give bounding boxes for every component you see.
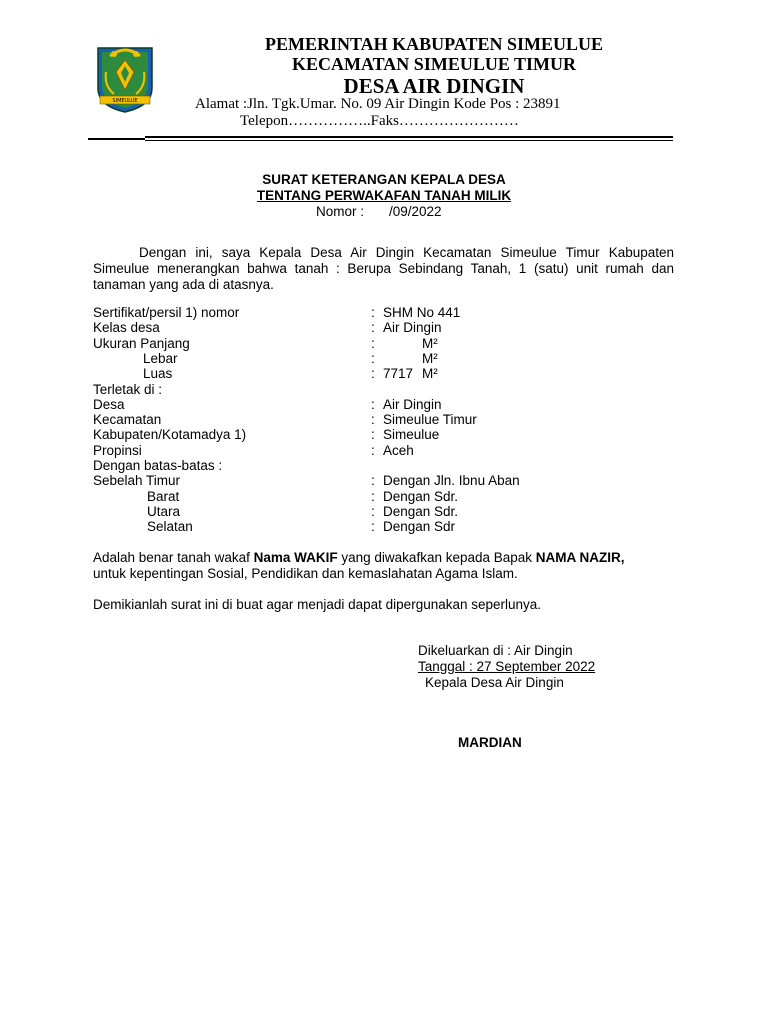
statement-part2: yang diwakafkan kepada Bapak [337,550,536,565]
closing-paragraph: Demikianlah surat ini di buat agar menjadi dapat dipergunakan seperlunya. [93,597,542,612]
field-label: Utara [147,503,181,519]
field-colon: : [371,350,375,366]
document-title: SURAT KETERANGAN KEPALA DESA [262,172,506,187]
statement-part3: untuk kepentingan Sosial, Pendidikan dan kemaslahatan Agama Islam. [93,566,518,581]
wakif-name: Nama WAKIF [253,550,338,565]
issued-place: Dikeluarkan di : Air Dingin [418,643,573,658]
field-label: Luas [143,366,173,382]
letterhead-phone: Telepon……………..Faks…………………… [240,113,519,129]
field-label: Ukuran Panjang [93,335,190,351]
nomor-value: /09/2022 [389,204,442,219]
field-unit: M² [422,366,438,382]
document-subtitle: TENTANG PERWAKAFAN TANAH MILIK [256,188,512,203]
field-label: Selatan [147,519,193,535]
intro-paragraph: Dengan ini, saya Kepala Desa Air Dingin Kecamatan Simeulue Timur Kabupaten Simeulue menerangkan bahwa tanah : Berupa Sebindang Tanah, 1 (satu) unit rumah dan tanaman yang ada di atasnya. [93,245,674,292]
field-value: SHM No 441 [383,305,461,320]
signatory-position: Kepala Desa Air Dingin [425,675,564,690]
field-value: Simeulue [383,427,440,443]
field-label: Desa [93,396,125,412]
statement-part1: Adalah benar tanah wakaf [93,550,254,565]
field-colon: : [371,366,375,382]
field-value: 7717 [383,366,414,382]
field-label: Dengan batas-batas : [93,458,223,473]
field-label: Sebelah Timur [93,473,181,489]
field-colon: : [371,305,375,320]
field-label: Kecamatan [93,412,162,428]
field-value: Air Dingin [383,396,442,412]
field-value: Dengan Sdr. [383,488,459,504]
letterhead-rule-thin [145,140,673,141]
field-colon: : [371,503,375,519]
field-unit: M² [422,335,438,351]
field-label: Kelas desa [93,320,160,336]
field-value: Dengan Sdr. [383,503,459,519]
statement-paragraph [93,550,674,582]
field-label: Lebar [143,350,178,366]
letterhead-rule-thick [145,136,673,138]
letterhead-address: Alamat :Jln. Tgk.Umar. No. 09 Air Dingin Kode Pos : 23891 [195,96,561,112]
field-value: Simeulue Timur [383,412,477,428]
field-label: Barat [147,488,180,504]
field-colon: : [371,320,375,336]
field-label: Kabupaten/Kotamadya 1) [93,427,247,443]
field-value: Aceh [383,442,414,458]
document-number [316,204,442,219]
field-value: Dengan Jln. Ibnu Aban [383,473,520,489]
letterhead-village: DESA AIR DINGIN [343,74,525,98]
nomor-label: Nomor : [316,204,365,219]
field-colon: : [371,396,375,412]
field-label: Sertifikat/persil 1) nomor [93,305,240,320]
field-colon: : [371,473,375,489]
letterhead-government: PEMERINTAH KABUPATEN SIMEULUE [264,34,604,54]
field-colon: : [371,427,375,443]
field-value: Dengan Sdr [383,519,456,535]
signatory-name: MARDIAN [458,735,522,750]
field-label: Propinsi [93,442,142,458]
field-colon: : [371,335,375,351]
letterhead-rule-left [88,138,145,140]
letterhead-district: KECAMATAN SIMEULUE TIMUR [291,54,577,74]
field-colon: : [371,412,375,428]
field-colon: : [371,519,375,535]
field-label: Terletak di : [93,381,163,397]
field-colon: : [371,442,375,458]
field-unit: M² [422,350,438,366]
issued-date: Tanggal : 27 September 2022 [418,659,596,674]
nazir-name: NAMA NAZIR, [535,550,625,565]
logo-banner-text: SIMEULUE [112,98,138,104]
field-value: Air Dingin [383,320,442,336]
field-colon: : [371,488,375,504]
